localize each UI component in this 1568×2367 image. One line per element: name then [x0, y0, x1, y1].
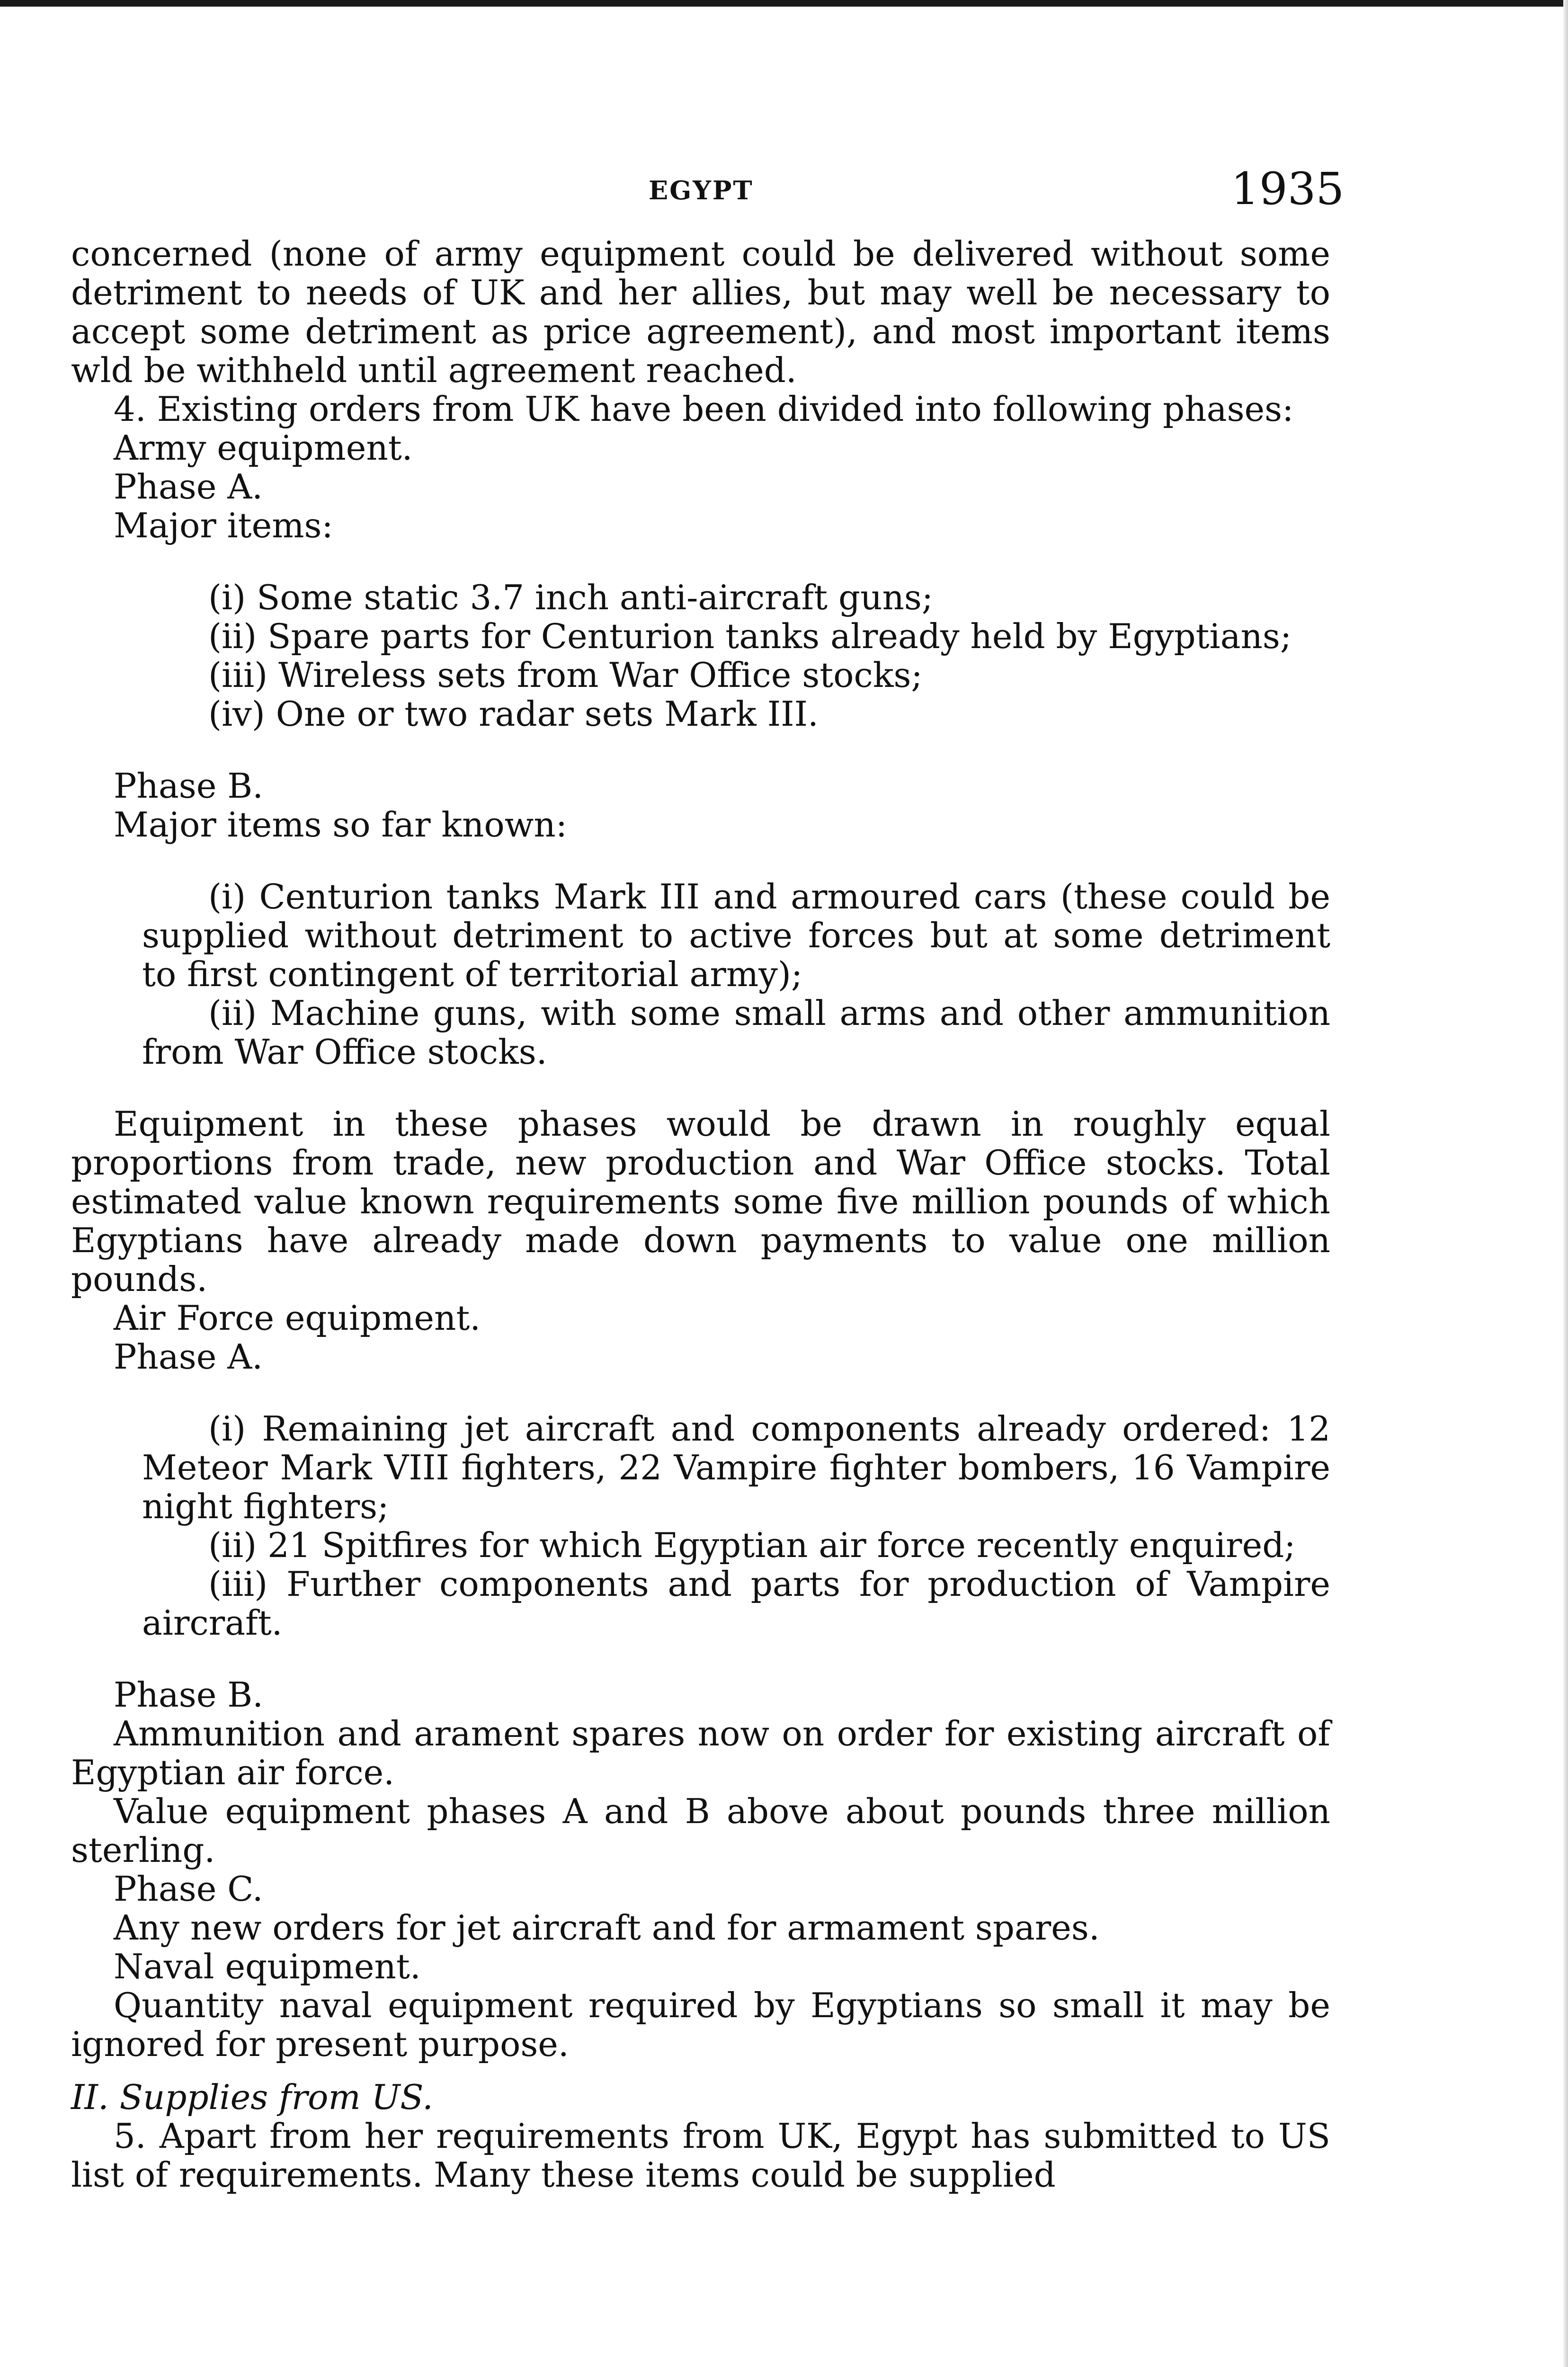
army-phase-a-heading: Phase A.	[114, 467, 263, 507]
air-force-equipment-heading: Air Force equipment.	[114, 1298, 481, 1338]
air-a-item: (i) Remaining jet aircraft and components already ordered: 12 Meteor Mark VIII fighters, 22 Vampire fighter bombers, 16 Vampire night fighters;	[142, 1409, 1330, 1526]
major-items-known-heading: Major items so far known:	[114, 805, 567, 845]
section-ii-heading: II. Supplies from US.	[71, 2077, 433, 2117]
page-number: 1935	[1231, 163, 1345, 215]
air-phase-b-heading: Phase B.	[114, 1675, 263, 1715]
body-text	[71, 234, 1330, 2194]
air-phase-a-heading: Phase A.	[114, 1337, 263, 1377]
army-equipment-heading: Army equipment.	[114, 428, 413, 468]
army-a-item: (iv) One or two radar sets Mark III.	[208, 694, 819, 734]
paragraph-4: 4. Existing orders from UK have been divided into following phases:	[114, 389, 1294, 429]
page-edge-shadow	[1563, 0, 1568, 2367]
paragraph-5: 5. Apart from her requirements from UK, Egypt has submitted to US list of requirements. Many these items could be supplied	[71, 2116, 1330, 2195]
major-items-heading: Major items:	[114, 506, 333, 545]
paragraph-value: Value equipment phases A and B above about pounds three million sterling.	[71, 1791, 1330, 1870]
air-phase-c-heading: Phase C.	[114, 1869, 263, 1909]
paragraph-equipment: Equipment in these phases would be drawn in roughly equal proportions from trade, new production and War Office stocks. Total estimated value known requirements some five million pounds of which Egyptians have already made down payments to value one million pounds.	[71, 1104, 1330, 1299]
army-b-item: (i) Centurion tanks Mark III and armoured cars (these could be supplied without detriment to active forces but at some detriment to first contingent of territorial army);	[142, 877, 1330, 994]
naval-equipment-heading: Naval equipment.	[114, 1947, 421, 1986]
paragraph-new-orders: Any new orders for jet aircraft and for armament spares.	[114, 1908, 1100, 1948]
army-a-item: (ii) Spare parts for Centurion tanks already held by Egyptians;	[208, 616, 1292, 656]
army-a-item: (iii) Wireless sets from War Office stocks;	[208, 655, 923, 695]
air-a-item: (ii) 21 Spitfires for which Egyptian air force recently enquired;	[208, 1525, 1296, 1565]
running-head: EGYPT	[649, 175, 754, 205]
army-phase-b-heading: Phase B.	[114, 766, 263, 806]
air-a-item: (iii) Further components and parts for production of Vampire aircraft.	[142, 1564, 1330, 1643]
army-a-item: (i) Some static 3.7 inch anti-aircraft guns;	[208, 578, 934, 617]
paragraph-ammunition: Ammunition and arament spares now on order for existing aircraft of Egyptian air force.	[71, 1714, 1330, 1792]
paragraph-continued: concerned (none of army equipment could be delivered without some detriment to needs of UK and her allies, but may well be necessary to accept some detriment as price agreement), and most important items wld be withheld until agreement reached.	[71, 234, 1330, 390]
top-border	[0, 0, 1568, 7]
paragraph-naval: Quantity naval equipment required by Egyptians so small it may be ignored for present purpose.	[71, 1985, 1330, 2064]
army-b-item: (ii) Machine guns, with some small arms and other ammunition from War Office stocks.	[142, 993, 1330, 1072]
